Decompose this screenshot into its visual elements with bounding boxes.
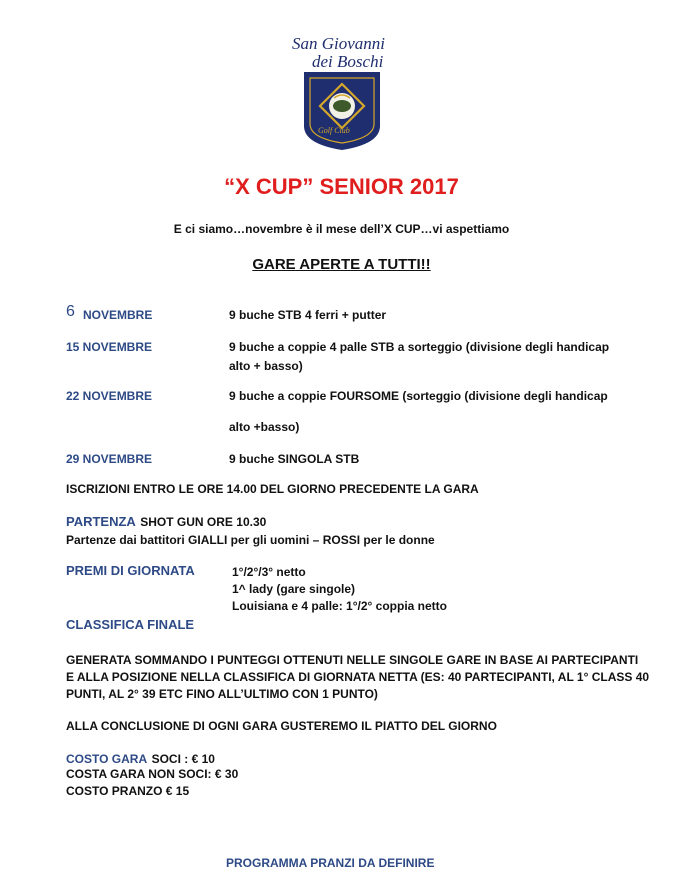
premi-line: 1^ lady (gare singole): [232, 582, 356, 596]
schedule-date-number: 6: [66, 303, 75, 320]
partenza-section: [66, 513, 266, 531]
cost-gara-non-soci: COSTA GARA NON SOCI: € 30: [66, 767, 239, 781]
partenza-detail: Partenze dai battitori GIALLI per gli uomini – ROSSI per le donne: [66, 533, 435, 547]
schedule-date: 22 NOVEMBRE: [66, 389, 153, 403]
schedule-date: NOVEMBRE: [83, 308, 153, 322]
open-heading: GARE APERTE A TUTTI!!: [252, 256, 431, 273]
schedule-description: 9 buche a coppie 4 palle STB a sorteggio (divisione degli handicap: [229, 340, 610, 354]
partenza-value: SHOT GUN ORE 10.30: [140, 515, 267, 529]
classifica-line: PUNTI, AL 2° 39 ETC FINO ALL’ULTIMO CON 1 PUNTO): [66, 687, 378, 701]
cost-gara-label: COSTO GARA: [66, 752, 148, 766]
cost-pranzo: COSTO PRANZO € 15: [66, 784, 190, 798]
schedule-description-cont: alto +basso): [229, 420, 300, 434]
cost-gara-value: SOCI : € 10: [151, 752, 215, 766]
schedule-description: 9 buche STB 4 ferri + putter: [229, 308, 387, 322]
premi-line: Louisiana e 4 palle: 1°/2° coppia netto: [232, 599, 447, 613]
registration-note: ISCRIZIONI ENTRO LE ORE 14.00 DEL GIORNO PRECEDENTE LA GARA: [66, 482, 479, 496]
logo-line-2: dei Boschi: [312, 52, 384, 71]
schedule-date: 29 NOVEMBRE: [66, 452, 153, 466]
partenza-label: PARTENZA: [66, 514, 136, 529]
classifica-label: CLASSIFICA FINALE: [66, 617, 195, 632]
schedule-description: 9 buche a coppie FOURSOME (sorteggio (divisione degli handicap: [229, 389, 608, 403]
page-title: “X CUP” SENIOR 2017: [224, 174, 459, 199]
club-crest-icon: [300, 70, 384, 152]
footer-note: PROGRAMMA PRANZI DA DEFINIRE: [226, 856, 435, 870]
cost-gara: [66, 750, 215, 768]
classifica-line: GENERATA SOMMANDO I PUNTEGGI OTTENUTI NELLE SINGOLE GARE IN BASE AI PARTECIPANTI: [66, 653, 639, 667]
premi-line: 1°/2°/3° netto: [232, 565, 306, 579]
conclusion-note: ALLA CONCLUSIONE DI OGNI GARA GUSTEREMO IL PIATTO DEL GIORNO: [66, 719, 497, 733]
schedule-description: 9 buche SINGOLA STB: [229, 452, 360, 466]
logo-line-1: San Giovanni: [292, 34, 386, 53]
premi-label: PREMI DI GIORNATA: [66, 563, 195, 578]
intro-text: E ci siamo…novembre è il mese dell’X CUP…vi aspettiamo: [173, 222, 510, 236]
schedule-date: 15 NOVEMBRE: [66, 340, 153, 354]
schedule-description-cont: alto + basso): [229, 359, 303, 373]
logo-badge: Golf Club: [318, 126, 350, 135]
classifica-line: E ALLA POSIZIONE NELLA CLASSIFICA DI GIORNATA NETTA (ES: 40 PARTECIPANTI, AL 1° CLASS 40: [66, 670, 650, 684]
